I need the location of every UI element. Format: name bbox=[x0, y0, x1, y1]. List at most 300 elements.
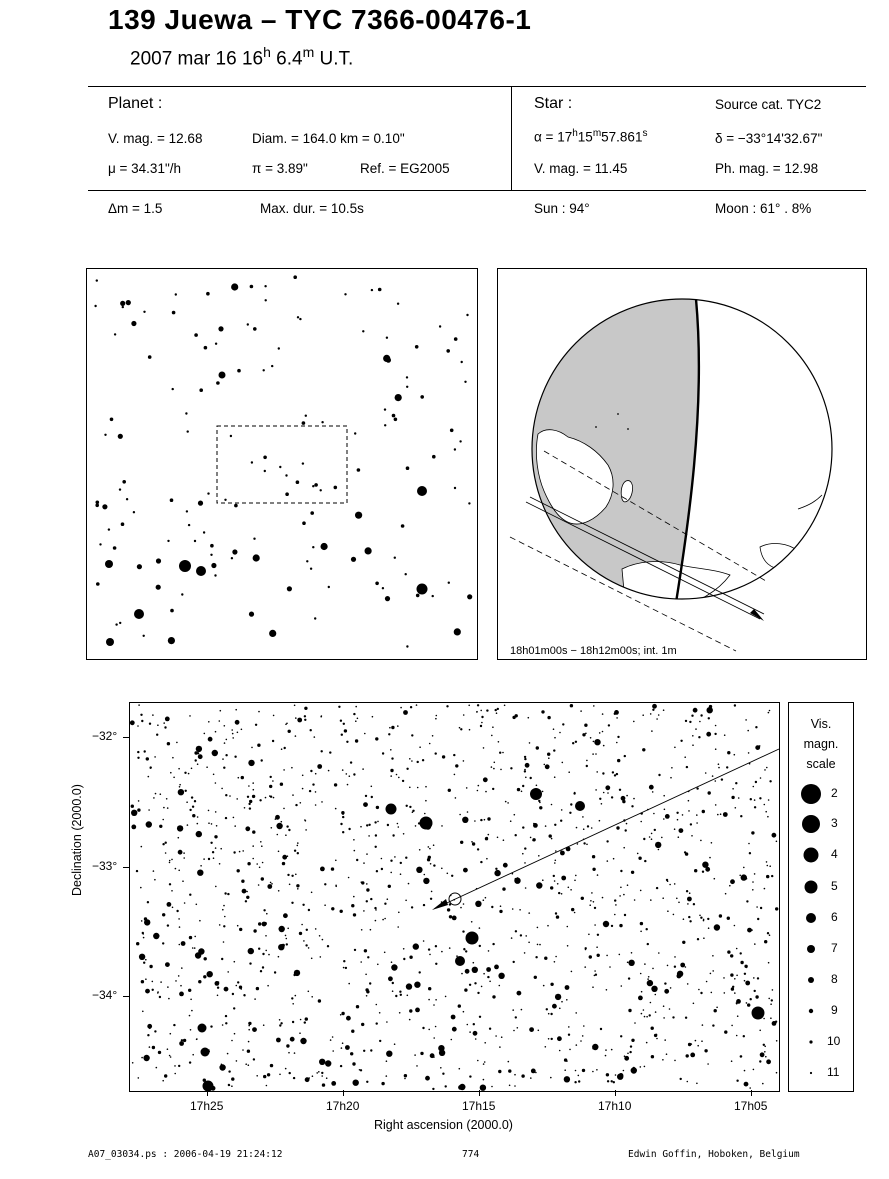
chart-star bbox=[270, 1064, 273, 1067]
finder-star bbox=[94, 305, 96, 307]
chart-star bbox=[228, 1084, 230, 1086]
chart-star bbox=[561, 809, 563, 811]
chart-star bbox=[397, 926, 399, 928]
chart-star bbox=[463, 903, 465, 905]
finder-star bbox=[156, 585, 161, 590]
chart-star bbox=[215, 782, 217, 784]
chart-star bbox=[341, 1047, 343, 1049]
xtick-label: 17h10 bbox=[598, 1099, 632, 1113]
chart-star bbox=[315, 773, 317, 775]
time-range-caption: 18h01m00s − 18h12m00s; int. 1m bbox=[510, 645, 677, 657]
ytick-label: −34° bbox=[92, 988, 118, 1002]
chart-star bbox=[417, 761, 419, 763]
chart-star bbox=[524, 769, 526, 771]
finder-star bbox=[231, 557, 233, 559]
finder-star bbox=[172, 388, 174, 390]
chart-star bbox=[613, 858, 615, 860]
chart-star bbox=[308, 909, 310, 911]
chart-star bbox=[204, 957, 207, 960]
chart-star bbox=[616, 717, 618, 719]
chart-star bbox=[265, 935, 267, 937]
chart-star bbox=[621, 796, 626, 801]
chart-star bbox=[667, 965, 669, 967]
chart-star bbox=[192, 814, 195, 817]
chart-star bbox=[248, 1041, 250, 1043]
chart-star bbox=[344, 729, 347, 732]
finder-star bbox=[406, 466, 410, 470]
finder-star bbox=[203, 531, 205, 533]
finder-star bbox=[156, 558, 161, 563]
chart-star bbox=[568, 887, 570, 889]
chart-star bbox=[265, 950, 267, 952]
chart-star bbox=[453, 754, 455, 756]
chart-star bbox=[751, 831, 754, 834]
chart-star bbox=[295, 804, 297, 806]
chart-star bbox=[644, 860, 646, 862]
chart-star bbox=[225, 1015, 227, 1017]
chart-star bbox=[525, 777, 527, 779]
chart-star bbox=[328, 770, 330, 772]
chart-star bbox=[405, 900, 407, 902]
chart-star bbox=[583, 842, 585, 844]
chart-star bbox=[513, 1030, 515, 1032]
chart-star bbox=[138, 704, 140, 706]
chart-star bbox=[435, 752, 437, 754]
chart-star bbox=[409, 758, 411, 760]
chart-star bbox=[464, 988, 467, 991]
chart-star bbox=[297, 845, 299, 847]
chart-star bbox=[241, 729, 243, 731]
chart-star bbox=[537, 927, 539, 929]
max-duration: Max. dur. = 10.5s bbox=[260, 201, 364, 216]
chart-star bbox=[481, 986, 483, 988]
chart-star bbox=[425, 800, 427, 802]
chart-star bbox=[242, 1049, 244, 1051]
chart-star bbox=[390, 860, 392, 862]
star-phmag: Ph. mag. = 12.98 bbox=[715, 161, 819, 176]
chart-star bbox=[279, 1019, 281, 1021]
chart-star bbox=[348, 828, 350, 830]
chart-star bbox=[375, 846, 377, 848]
chart-star bbox=[400, 862, 402, 864]
chart-star bbox=[649, 836, 651, 838]
finder-star bbox=[302, 421, 306, 425]
chart-star bbox=[195, 952, 201, 958]
chart-star bbox=[165, 717, 170, 722]
chart-star bbox=[183, 852, 185, 854]
chart-star bbox=[662, 1059, 664, 1061]
chart-star bbox=[764, 888, 766, 890]
finder-star bbox=[264, 285, 266, 287]
chart-star bbox=[145, 959, 147, 961]
chart-star bbox=[226, 739, 228, 741]
chart-star bbox=[351, 1030, 354, 1033]
chart-star bbox=[575, 1070, 577, 1072]
chart-star bbox=[334, 783, 337, 786]
chart-star bbox=[479, 945, 481, 947]
chart-star bbox=[767, 932, 769, 934]
chart-star bbox=[764, 1046, 766, 1048]
chart-star bbox=[138, 1077, 140, 1079]
chart-star bbox=[185, 790, 187, 792]
header-bottom-rule bbox=[88, 190, 866, 191]
chart-star bbox=[414, 1054, 416, 1056]
chart-star bbox=[208, 721, 210, 723]
chart-star bbox=[375, 909, 377, 911]
chart-star bbox=[545, 1046, 547, 1048]
chart-star bbox=[157, 724, 159, 726]
chart-star bbox=[212, 851, 214, 853]
chart-star bbox=[674, 883, 676, 885]
chart-star bbox=[544, 764, 546, 766]
magnitude-drop: Δm = 1.5 bbox=[108, 201, 163, 216]
chart-star bbox=[291, 902, 293, 904]
chart-star bbox=[734, 704, 736, 706]
chart-star bbox=[590, 737, 592, 739]
chart-star bbox=[764, 804, 766, 806]
earth-path-panel bbox=[497, 268, 867, 660]
finder-star bbox=[143, 311, 145, 313]
chart-star bbox=[747, 1003, 750, 1006]
chart-star bbox=[295, 735, 297, 737]
chart-star bbox=[522, 853, 524, 855]
chart-star bbox=[276, 823, 282, 829]
chart-star bbox=[406, 805, 408, 807]
chart-star bbox=[315, 804, 317, 806]
chart-star bbox=[253, 1058, 255, 1060]
chart-star bbox=[366, 900, 368, 902]
chart-star bbox=[544, 957, 547, 960]
chart-star bbox=[227, 1053, 229, 1055]
chart-star bbox=[664, 982, 666, 984]
finder-star bbox=[383, 355, 390, 362]
chart-star bbox=[560, 851, 562, 853]
chart-star bbox=[538, 800, 540, 802]
chart-star bbox=[271, 883, 273, 885]
chart-star bbox=[231, 1077, 234, 1080]
chart-star bbox=[752, 881, 754, 883]
chart-star bbox=[650, 713, 652, 715]
chart-star bbox=[262, 862, 264, 864]
finder-star bbox=[143, 635, 145, 637]
chart-star bbox=[656, 718, 658, 720]
chart-star bbox=[477, 848, 479, 850]
xtick-label: 17h25 bbox=[190, 1099, 224, 1113]
chart-star bbox=[330, 1039, 332, 1041]
chart-star bbox=[154, 1030, 156, 1032]
chart-star bbox=[200, 865, 202, 867]
chart-star bbox=[541, 710, 544, 713]
chart-star bbox=[584, 724, 587, 727]
chart-star bbox=[247, 1050, 250, 1053]
chart-star bbox=[191, 1010, 193, 1012]
chart-star bbox=[594, 907, 596, 909]
chart-star bbox=[499, 985, 501, 987]
chart-star bbox=[371, 786, 373, 788]
chart-star bbox=[216, 825, 218, 827]
chart-star bbox=[736, 1080, 738, 1082]
chart-star bbox=[718, 763, 720, 765]
chart-star bbox=[407, 995, 409, 997]
chart-star bbox=[400, 707, 402, 709]
chart-star bbox=[700, 992, 702, 994]
chart-star bbox=[248, 948, 254, 954]
finder-star bbox=[362, 330, 364, 332]
chart-star bbox=[293, 974, 295, 976]
chart-star bbox=[754, 990, 756, 992]
chart-star bbox=[693, 708, 698, 713]
chart-star bbox=[183, 1039, 186, 1042]
chart-star bbox=[473, 962, 475, 964]
chart-star bbox=[699, 915, 701, 917]
finder-star bbox=[210, 554, 212, 556]
chart-star bbox=[530, 788, 542, 800]
chart-star bbox=[485, 897, 487, 899]
chart-star bbox=[638, 996, 643, 1001]
xtick-mark bbox=[751, 1090, 752, 1096]
chart-star bbox=[517, 788, 520, 791]
chart-star bbox=[555, 860, 557, 862]
chart-star bbox=[149, 723, 151, 725]
chart-star bbox=[316, 1072, 318, 1074]
chart-star bbox=[652, 704, 657, 709]
chart-star bbox=[388, 976, 393, 981]
chart-star bbox=[591, 892, 593, 894]
chart-star bbox=[169, 862, 171, 864]
chart-star bbox=[693, 1003, 695, 1005]
finder-star bbox=[131, 321, 136, 326]
chart-star bbox=[581, 897, 584, 900]
finder-star bbox=[432, 455, 436, 459]
chart-star bbox=[737, 1015, 739, 1017]
chart-star bbox=[602, 713, 604, 715]
chart-star bbox=[363, 1050, 365, 1052]
chart-star bbox=[228, 1070, 230, 1072]
chart-star bbox=[606, 1073, 609, 1076]
chart-star bbox=[765, 811, 767, 813]
chart-star bbox=[154, 879, 156, 881]
chart-star bbox=[691, 715, 693, 717]
chart-star bbox=[148, 776, 150, 778]
chart-star bbox=[561, 1001, 563, 1003]
chart-star bbox=[674, 747, 676, 749]
chart-star bbox=[569, 812, 571, 814]
legend-mag-label: 6 bbox=[831, 910, 838, 924]
chart-star bbox=[245, 1063, 247, 1065]
chart-star bbox=[379, 1012, 381, 1014]
chart-star bbox=[435, 1026, 437, 1028]
chart-star bbox=[530, 837, 532, 839]
chart-star bbox=[417, 787, 419, 789]
chart-star bbox=[445, 1085, 447, 1087]
chart-star bbox=[279, 1074, 281, 1076]
chart-star bbox=[180, 985, 182, 987]
chart-star bbox=[430, 898, 432, 900]
chart-star bbox=[280, 783, 283, 786]
chart-star bbox=[628, 1009, 631, 1012]
chart-star bbox=[137, 751, 139, 753]
chart-star bbox=[471, 841, 473, 843]
chart-star bbox=[300, 802, 302, 804]
chart-star bbox=[256, 863, 258, 865]
chart-star bbox=[617, 1074, 623, 1080]
chart-star bbox=[175, 980, 177, 982]
xtick-label: 17h15 bbox=[462, 1099, 496, 1113]
chart-star bbox=[449, 915, 452, 918]
chart-star bbox=[534, 976, 537, 979]
chart-star bbox=[282, 855, 287, 860]
chart-star bbox=[593, 901, 595, 903]
chart-star bbox=[492, 788, 494, 790]
chart-star bbox=[600, 1028, 602, 1030]
chart-star bbox=[478, 785, 480, 787]
chart-star bbox=[594, 970, 596, 972]
chart-star bbox=[207, 971, 213, 977]
chart-star bbox=[189, 1015, 191, 1017]
chart-star bbox=[198, 1024, 207, 1033]
chart-star bbox=[165, 962, 170, 967]
chart-star bbox=[391, 964, 397, 970]
chart-star bbox=[411, 906, 413, 908]
chart-star bbox=[197, 823, 199, 825]
chart-star bbox=[447, 908, 450, 911]
chart-star bbox=[214, 835, 217, 838]
chart-star bbox=[247, 862, 250, 865]
chart-star bbox=[305, 829, 307, 831]
chart-star bbox=[146, 757, 149, 760]
chart-star bbox=[483, 747, 485, 749]
chart-star bbox=[366, 853, 368, 855]
chart-star bbox=[744, 1082, 749, 1087]
chart-star bbox=[477, 1060, 479, 1062]
chart-star bbox=[167, 902, 172, 907]
chart-star bbox=[285, 1068, 287, 1070]
chart-star bbox=[392, 834, 394, 836]
chart-star bbox=[141, 980, 144, 983]
legend-mag-label: 4 bbox=[831, 847, 838, 861]
finder-star bbox=[394, 418, 398, 422]
chart-star bbox=[191, 796, 193, 798]
chart-star bbox=[435, 945, 437, 947]
chart-star bbox=[499, 752, 501, 754]
finder-star bbox=[211, 563, 216, 568]
chart-star bbox=[586, 760, 588, 762]
chart-star bbox=[483, 973, 485, 975]
chart-star bbox=[656, 1038, 658, 1040]
chart-star bbox=[663, 1017, 665, 1019]
chart-star bbox=[625, 829, 627, 831]
chart-star bbox=[510, 820, 512, 822]
chart-star bbox=[710, 973, 712, 975]
chart-star bbox=[748, 843, 750, 845]
chart-star bbox=[663, 709, 665, 711]
chart-star bbox=[410, 706, 412, 708]
chart-star bbox=[223, 905, 225, 907]
chart-star bbox=[433, 1037, 435, 1039]
chart-star bbox=[732, 788, 734, 790]
chart-star bbox=[251, 747, 253, 749]
chart-star bbox=[222, 909, 224, 911]
chart-star bbox=[155, 793, 157, 795]
chart-star bbox=[566, 999, 568, 1001]
chart-star bbox=[315, 928, 317, 930]
chart-star bbox=[688, 916, 690, 918]
finder-star bbox=[459, 440, 461, 442]
chart-star bbox=[242, 889, 247, 894]
chart-star bbox=[233, 1007, 235, 1009]
chart-star bbox=[142, 1011, 144, 1013]
chart-star bbox=[753, 1069, 755, 1071]
chart-star bbox=[769, 780, 771, 782]
chart-star bbox=[745, 719, 747, 721]
chart-star bbox=[388, 733, 390, 735]
chart-star bbox=[524, 862, 526, 864]
ytick-label: −32° bbox=[92, 729, 118, 743]
xtick-mark bbox=[479, 1090, 480, 1096]
chart-star bbox=[697, 938, 699, 940]
chart-star bbox=[425, 1076, 430, 1081]
event-datetime: 2007 mar 16 16$^h$ 6.4$^m$ U.T. bbox=[130, 44, 354, 70]
finder-star bbox=[417, 584, 428, 595]
finder-star bbox=[385, 596, 390, 601]
chart-star bbox=[301, 924, 303, 926]
chart-star bbox=[759, 1060, 761, 1062]
chart-star bbox=[153, 870, 155, 872]
finder-star bbox=[401, 524, 405, 528]
chart-star bbox=[714, 1009, 717, 1012]
chart-star bbox=[171, 890, 173, 892]
chart-star bbox=[360, 826, 362, 828]
chart-star bbox=[259, 867, 261, 869]
chart-star bbox=[696, 822, 698, 824]
planet-heading: Planet : bbox=[108, 95, 163, 112]
chart-star bbox=[697, 1045, 699, 1047]
finder-star bbox=[264, 470, 266, 472]
finder-star bbox=[375, 582, 379, 586]
chart-star bbox=[265, 797, 267, 799]
chart-star bbox=[727, 917, 730, 920]
chart-star bbox=[296, 884, 299, 887]
chart-star bbox=[186, 801, 188, 803]
chart-star bbox=[391, 961, 393, 963]
chart-star bbox=[671, 767, 673, 769]
chart-star bbox=[349, 775, 351, 777]
finder-star bbox=[194, 540, 196, 542]
chart-star bbox=[463, 760, 465, 762]
chart-star bbox=[355, 739, 358, 742]
chart-star bbox=[219, 863, 221, 865]
chart-star bbox=[565, 985, 570, 990]
chart-star bbox=[295, 874, 297, 876]
chart-star bbox=[475, 901, 481, 907]
chart-star bbox=[249, 800, 252, 803]
chart-star bbox=[192, 947, 194, 949]
chart-star bbox=[423, 904, 425, 906]
chart-star bbox=[397, 725, 399, 727]
chart-star bbox=[460, 841, 463, 844]
chart-star bbox=[491, 735, 493, 737]
chart-star bbox=[353, 913, 356, 916]
chart-star bbox=[683, 918, 685, 920]
chart-star bbox=[291, 767, 293, 769]
finder-star bbox=[397, 303, 399, 305]
chart-star bbox=[405, 857, 407, 859]
chart-star bbox=[585, 947, 587, 949]
finder-star bbox=[231, 283, 238, 290]
chart-star bbox=[715, 725, 717, 727]
chart-star bbox=[696, 1083, 698, 1085]
chart-star bbox=[170, 1056, 172, 1058]
